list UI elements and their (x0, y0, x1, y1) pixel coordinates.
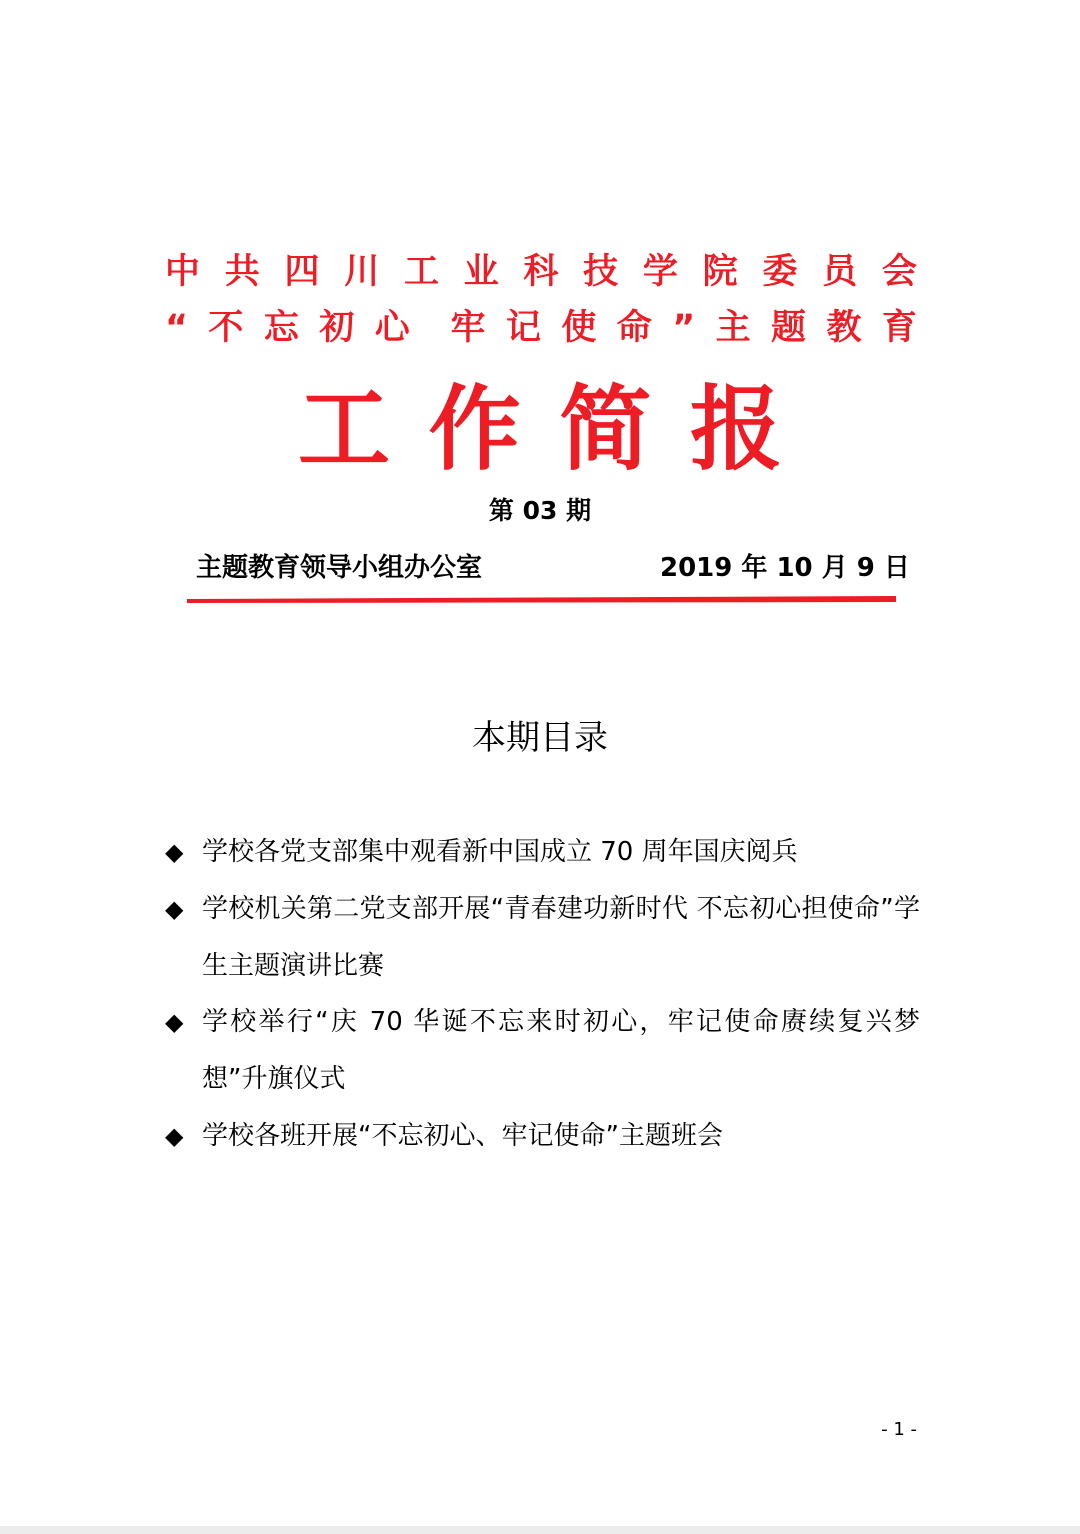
diamond-bullet-icon: ◆ (165, 895, 184, 923)
org-char: 工 (403, 252, 439, 292)
org-char: 技 (583, 252, 619, 292)
toc-item (165, 881, 920, 995)
theme-char: 牢 (450, 308, 486, 348)
org-char: 会 (881, 252, 917, 292)
theme-char: ” (672, 308, 696, 348)
toc-item (165, 1108, 920, 1165)
toc-item-text: 学校各党支部集中观看新中国成立 70 周年国庆阅兵 (202, 837, 798, 867)
issue-number: 第 03 期 (488, 496, 592, 525)
diamond-bullet-icon: ◆ (165, 838, 184, 866)
theme-char: 初 (319, 308, 355, 348)
header-divider (187, 593, 896, 605)
title-char: 简 (559, 376, 652, 483)
page-bottom-edge (0, 1526, 1080, 1534)
theme-char: 教 (826, 308, 862, 348)
header-divider-stroke (187, 596, 896, 603)
theme-char: 记 (505, 308, 541, 348)
toc-item (165, 824, 920, 881)
theme-char: 命 (616, 308, 652, 348)
org-char: 中 (165, 252, 201, 292)
org-char: 业 (463, 252, 499, 292)
title-char: 作 (428, 376, 521, 483)
diamond-bullet-icon: ◆ (165, 1008, 184, 1036)
org-char: 共 (224, 252, 260, 292)
theme-char: “ (165, 308, 189, 348)
toc-item-text: 学校举行“庆 70 华诞不忘来时初心，牢记使命赓续复兴梦想”升旗仪式 (202, 1007, 920, 1094)
theme-char: 不 (208, 308, 244, 348)
org-char: 学 (642, 252, 678, 292)
org-char: 科 (523, 252, 559, 292)
toc-item (165, 994, 920, 1108)
org-char: 院 (702, 252, 738, 292)
org-name-line (165, 252, 917, 292)
page-number: - 1 - (881, 1419, 917, 1440)
theme-char: 育 (881, 308, 917, 348)
theme-line (165, 308, 917, 348)
diamond-bullet-icon: ◆ (165, 1122, 184, 1150)
title-char: 报 (689, 376, 782, 483)
theme-char: 心 (374, 308, 410, 348)
org-char: 四 (284, 252, 320, 292)
org-char: 委 (762, 252, 798, 292)
issue-date: 2019 年 10 月 9 日 (660, 553, 910, 583)
toc-item-text: 学校机关第二党支部开展“青春建功新时代 不忘初心担使命”学生主题演讲比赛 (202, 894, 920, 981)
org-char: 员 (822, 252, 858, 292)
bulletin-title (298, 378, 782, 482)
org-char: 川 (344, 252, 380, 292)
issuing-office: 主题教育领导小组办公室 (196, 553, 483, 583)
toc-item-text: 学校各班开展“不忘初心、牢记使命”主题班会 (202, 1121, 723, 1151)
toc-title: 本期目录 (472, 718, 608, 758)
theme-char: 题 (771, 308, 807, 348)
theme-char: 忘 (263, 308, 299, 348)
theme-char: 主 (715, 308, 751, 348)
title-char: 工 (298, 376, 391, 483)
theme-char: 使 (561, 308, 597, 348)
